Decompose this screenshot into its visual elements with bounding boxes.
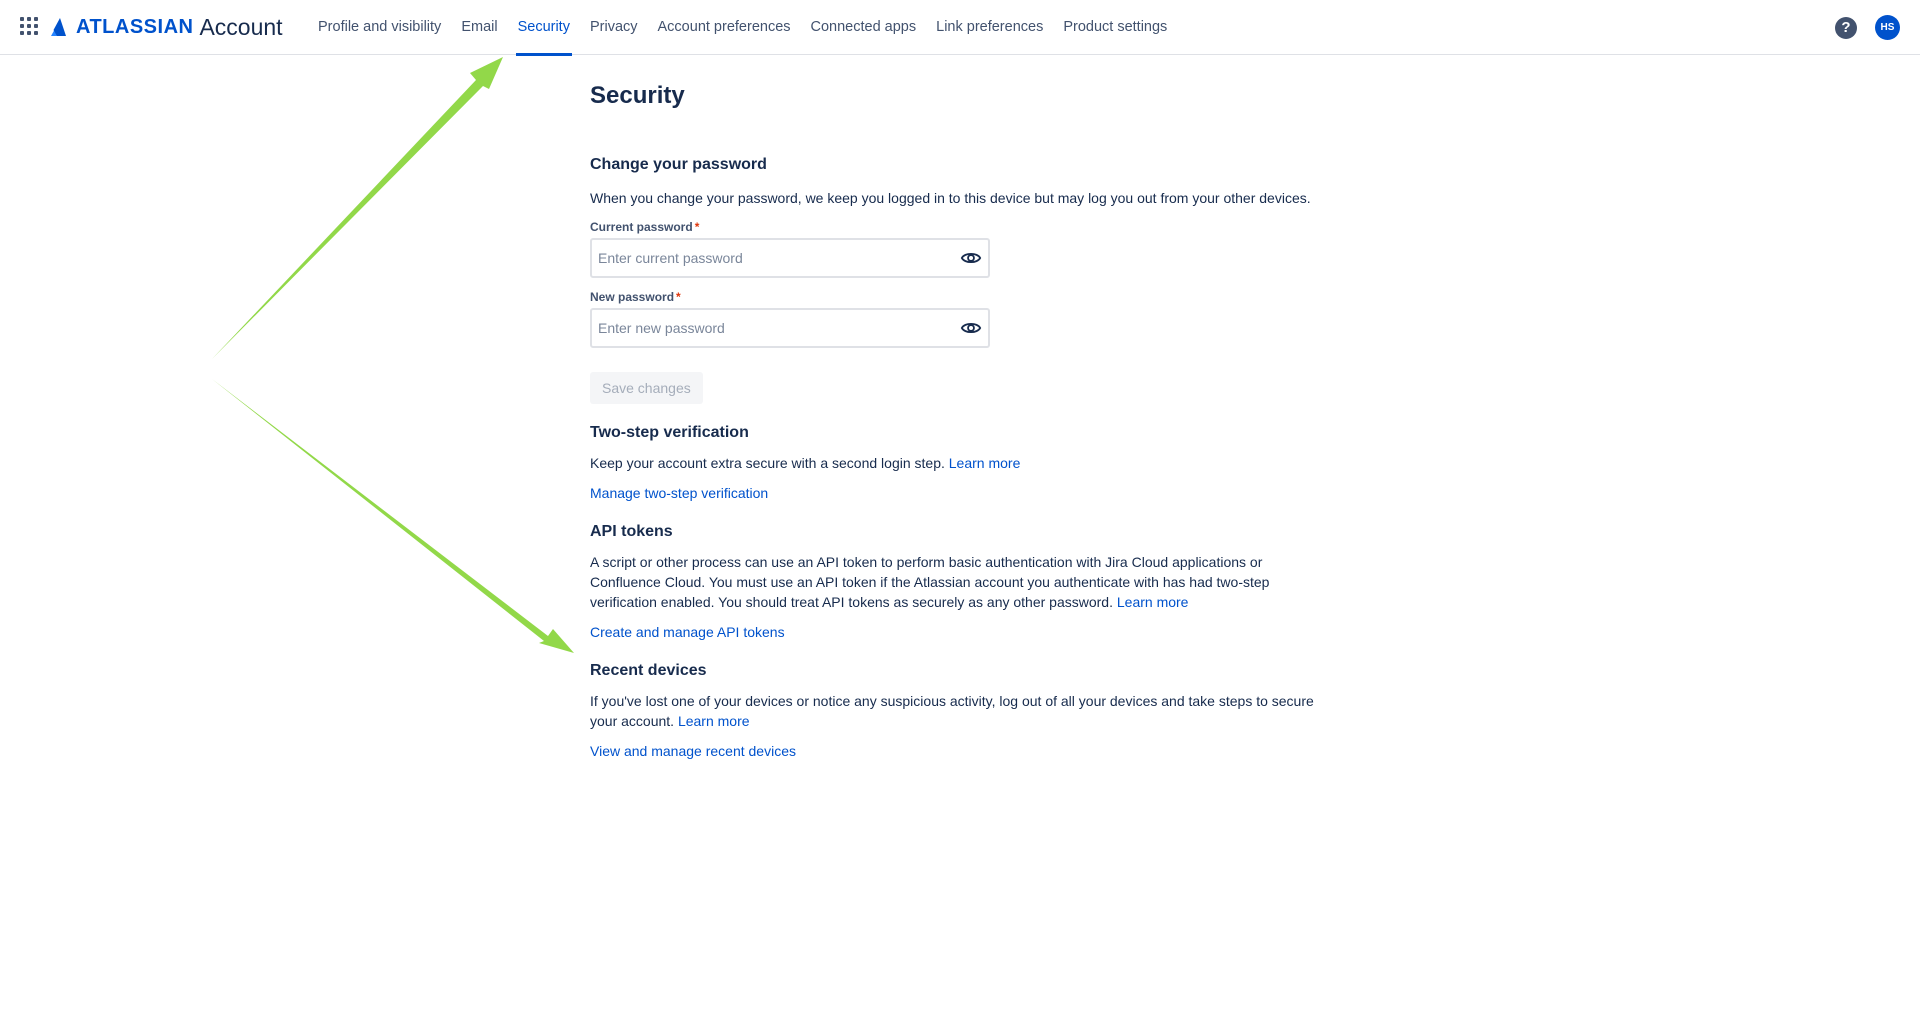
current-password-input[interactable] [592,240,932,276]
save-changes-button[interactable]: Save changes [590,372,703,404]
api-tokens-description: A script or other process can use an API token to perform basic authentication with Jira Cloud applications or Confluence Cloud. You must use an API token if the Atlassian account you authenticate with has had two-step verification enabled. You should treat API tokens as securely as any other password. [590,554,1270,610]
recent-devices-heading: Recent devices [590,662,707,679]
two-step-heading: Two-step verification [590,424,749,441]
brand-suffix: Account [199,13,283,40]
new-password-field [590,308,990,348]
tab-security[interactable]: Security [508,0,580,55]
recent-devices-learn-more-link[interactable]: Learn more [677,713,750,729]
current-password-label-text: Current password [590,220,693,234]
recent-devices-description: If you've lost one of your devices or notice any suspicious activity, log out of all your devices and take steps to secure your account. [590,693,1314,729]
required-marker: * [694,220,700,234]
tab-account-preferences[interactable]: Account preferences [657,19,791,35]
new-password-input[interactable] [592,310,932,346]
eye-icon[interactable] [960,248,982,268]
brand-logo[interactable] [50,14,283,40]
help-icon[interactable]: ? [1835,17,1857,39]
manage-two-step-link[interactable]: Manage two-step verification [590,485,769,501]
change-password-description: When you change your password, we keep you logged in to this device but may log you out from your other devices. [590,190,1311,206]
eye-icon[interactable] [960,318,982,338]
required-marker: * [676,290,681,304]
recent-devices-description-row [590,691,1330,731]
two-step-section [590,424,1330,503]
current-password-label [590,220,1330,234]
api-tokens-description-row [590,552,1330,612]
api-tokens-link-row [590,624,1330,642]
tab-email[interactable]: Email [461,19,498,35]
api-tokens-section [590,523,1330,642]
change-password-section [590,156,1330,404]
recent-devices-link-row [590,743,1330,761]
tab-link-preferences[interactable]: Link preferences [936,19,1044,35]
app-switcher-icon[interactable] [20,17,40,37]
nav-tabs [308,0,1177,55]
annotation-arrow-to-api-tokens [212,379,574,653]
two-step-learn-more-link[interactable]: Learn more [948,455,1021,471]
two-step-description: Keep your account extra secure with a second login step. [590,455,945,471]
tab-connected-apps[interactable]: Connected apps [810,19,917,35]
avatar[interactable]: HS [1875,15,1900,40]
tab-product-settings[interactable]: Product settings [1063,19,1168,35]
view-manage-recent-devices-link[interactable]: View and manage recent devices [590,743,796,759]
main-content [590,56,1330,761]
tab-profile-and-visibility[interactable]: Profile and visibility [318,19,442,35]
current-password-field [590,238,990,278]
annotation-arrow-to-security-tab [212,57,503,359]
atlassian-logo-icon [50,17,70,37]
brand-name: ATLASSIAN [76,15,194,38]
api-tokens-learn-more-link[interactable]: Learn more [1116,594,1189,610]
page-title: Security [590,82,685,109]
top-navigation [0,0,1920,55]
change-password-heading: Change your password [590,156,767,173]
new-password-label-text: New password [590,290,675,304]
tab-privacy[interactable]: Privacy [589,19,638,35]
api-tokens-heading: API tokens [590,523,673,540]
two-step-description-row [590,453,1330,473]
create-manage-api-tokens-link[interactable]: Create and manage API tokens [590,624,785,640]
new-password-label [590,290,1330,304]
recent-devices-section [590,662,1330,761]
two-step-link-row [590,485,1330,503]
